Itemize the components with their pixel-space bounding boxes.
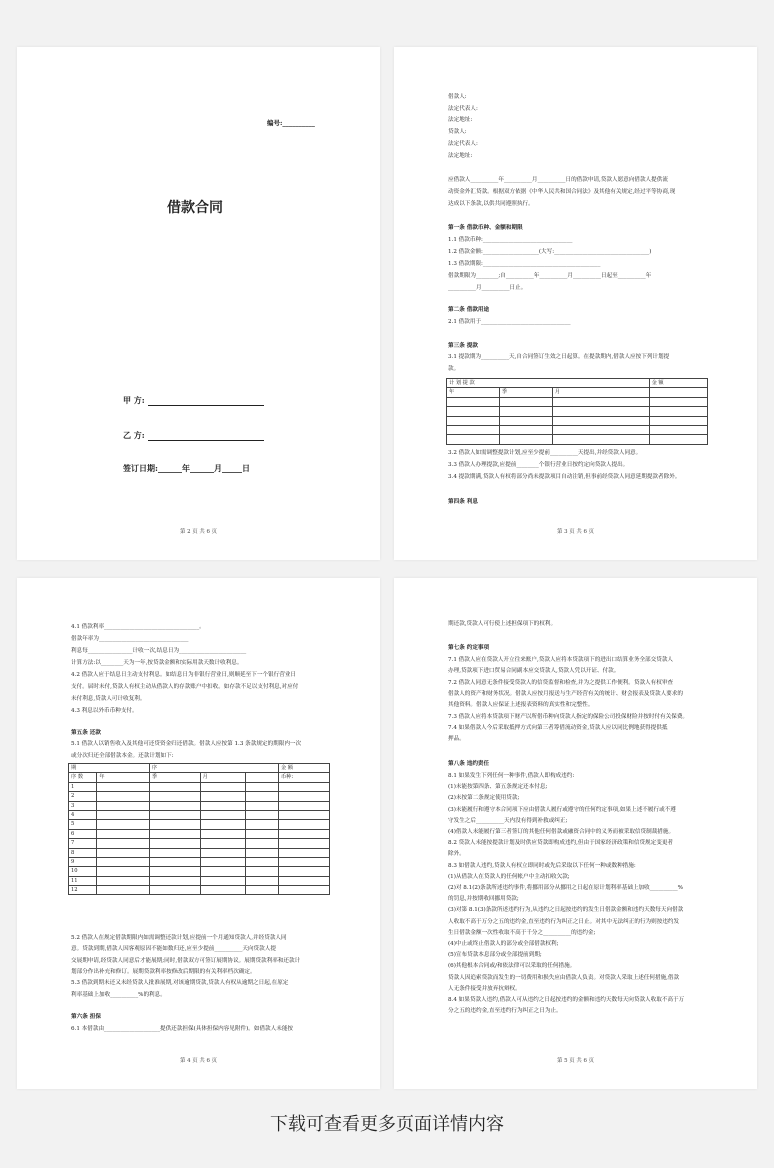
article-title: 第七条 约定事项 <box>448 645 490 651</box>
table-cell <box>499 425 552 434</box>
article-line: 借款期限为________;自__________年__________月__________日起至__________年 <box>448 273 652 279</box>
table-cell <box>97 839 150 848</box>
article-line: (6)其他根本合同或/和依法律可以采取的任何措施。 <box>448 963 576 970</box>
table-cell: 3 <box>69 801 97 810</box>
article-line: 人收取不高于万分之五的违约金,直至违约行为纠正之日止。对其中无法纠正的行为则按违约发 <box>448 918 680 925</box>
party-b-blank <box>148 440 264 441</box>
table-cell: 金 额 <box>278 764 329 773</box>
table-cell <box>246 839 279 848</box>
table-cell <box>149 782 200 791</box>
table-cell <box>278 829 329 838</box>
article-line: (3)未能履行和遵守本合同项下应由借款人履行或遵守的任何约定事项,如果上述不履行或不遵 <box>448 806 676 813</box>
table-cell <box>278 857 329 866</box>
article-line: 3.3 借款人办理提款,应提前________个银行营业日按约定向贷款人提出。 <box>448 462 629 468</box>
article-line: 交展期申请,经贷款人同意后才能展期;同时,借款双方可签订展期协议。展期贷款利率和还款计 <box>71 957 301 964</box>
table-cell <box>246 867 279 876</box>
article-title: 第一条 借款币种、金额和期限 <box>448 225 523 231</box>
table-cell <box>447 435 500 444</box>
intro-line: 应借款人__________年__________月__________日的借款申请,贷款人愿意向借款人提供流 <box>448 177 668 183</box>
party-a-blank <box>148 405 264 406</box>
table-cell: 期 <box>69 764 150 773</box>
party-b-label: 乙 方: <box>123 430 145 440</box>
party-info-line: 法定地址: <box>448 117 473 124</box>
table-cell <box>447 407 500 416</box>
table-cell <box>246 857 279 866</box>
article-line: 贷款人因追索贷款而发生的一切费用和损失应由借款人负责。对贷款人采取上述任何措施,借款 <box>448 974 680 981</box>
article-line: __________月__________日止。 <box>448 285 527 291</box>
article-line: 6.1 本借款由____________________提供还款担保(具体担保内容见附件)。如借款人未能按 <box>71 1026 294 1032</box>
table-row <box>69 867 330 876</box>
table-cell <box>552 416 649 425</box>
table-row <box>69 820 330 829</box>
table-cell <box>97 857 150 866</box>
table-cell <box>200 829 246 838</box>
contract-number: 编号:__________ <box>267 119 315 127</box>
article-line: 其他资料。借款人应保证上述报表资料的真实性和完整性。 <box>448 702 594 709</box>
table-cell <box>149 867 200 876</box>
article-title: 第四条 利息 <box>448 499 478 505</box>
table-cell: 12 <box>69 886 97 895</box>
table-cell <box>552 435 649 444</box>
article-line: 5.1 借款人以销售收入及其他可还贷资金归还借款。借款人应按第 1.3 条款规定的期限内一次 <box>71 741 302 747</box>
drawdown-plan-table <box>446 378 708 445</box>
article-line: 4.3 利息以外币币种支付。 <box>71 708 138 714</box>
table-cell <box>278 801 329 810</box>
party-info-line: 法定代表人: <box>448 140 478 147</box>
table-cell <box>246 782 279 791</box>
table-row <box>69 857 330 866</box>
table-cell <box>149 820 200 829</box>
table-cell <box>447 425 500 434</box>
party-info-line: 法定代表人: <box>448 105 478 112</box>
table-cell <box>149 829 200 838</box>
table-cell <box>149 801 200 810</box>
table-cell <box>149 848 200 857</box>
article-line: 意。贷款到期,借款人因客观原因不能如数归还,应至少提前__________天向贷款人提 <box>71 946 276 953</box>
table-cell: 2 <box>69 792 97 801</box>
article-title: 第二条 借款用途 <box>448 307 490 313</box>
table-cell: 年 <box>97 773 150 782</box>
page-footer: 第 3 页 共 6 页 <box>557 529 594 535</box>
table-row <box>447 379 708 388</box>
article-line: 借款年率为________________________________ <box>71 636 189 642</box>
table-cell: 1 <box>69 782 97 791</box>
table-cell <box>278 839 329 848</box>
article-line: 计算方法:以________天为一年,按贷款金额和实际用款天数计收利息。 <box>71 660 243 666</box>
table-row <box>69 829 330 838</box>
article-line: (2)未按第二条规定使用贷款; <box>448 795 520 802</box>
article-line: 7.4 如果借款人今后采取抵押方式向第三者筹借流动资金,贷款人应以同比例地获得提供抵 <box>448 724 668 731</box>
table-row <box>447 416 708 425</box>
document-page-cover <box>17 47 380 560</box>
table-cell <box>552 407 649 416</box>
article-line: (4)借款人未能履行第三者签订的其他任何借款或融资合同中的义务而被采取信贷制裁措施。 <box>448 829 675 835</box>
table-cell <box>149 792 200 801</box>
table-cell <box>200 839 246 848</box>
article-line: 划部分作出补充和修订。展期贷款利率按修改后期限的有关利率档次确定。 <box>71 968 256 975</box>
intro-line: 动资金外汇贷款。根据双方依据《中华人民共和国合同法》及其他有关规定,经过平等协商,现 <box>448 189 676 195</box>
table-cell: 年 <box>447 388 500 397</box>
table-cell <box>200 810 246 819</box>
table-cell <box>200 792 246 801</box>
table-cell <box>246 773 279 782</box>
table-row <box>69 792 330 801</box>
table-cell <box>499 397 552 406</box>
article-title: 第三条 提款 <box>448 343 478 349</box>
table-cell <box>499 407 552 416</box>
article-line: 4.1 借款利率__________________________________。 <box>71 624 205 630</box>
table-cell <box>447 397 500 406</box>
table-cell <box>149 810 200 819</box>
table-cell <box>246 829 279 838</box>
table-cell <box>149 876 200 885</box>
article-line: 3.1 提款期为__________天,自合同签订生效之日起算。在提款期内,借款人应按下列计划提 <box>448 354 670 360</box>
article-line: 利率基础上加收__________%的利息。 <box>71 991 166 998</box>
table-cell <box>649 388 707 397</box>
table-cell <box>649 416 707 425</box>
table-cell: 11 <box>69 876 97 885</box>
article-line: 7.2 借款人同意无条件接受贷款人的信贷监督和检查,并为之提供工作便利。贷款人有权审查 <box>448 679 674 686</box>
table-row <box>447 425 708 434</box>
article-line: 8.3 如借款人违约,贷款人有权立即同时或先后采取以下任何一种或数种措施: <box>448 862 636 869</box>
article-line: 支付。届时未付,贷款人有权主动从借款人的存款账户中扣收。如存款不足以支付利息,对应付 <box>71 684 299 690</box>
table-cell <box>97 820 150 829</box>
party-info-line: 法定地址: <box>448 152 473 159</box>
table-cell <box>246 886 279 895</box>
article-line: 款。 <box>448 366 460 372</box>
repayment-plan-table <box>68 763 330 895</box>
table-cell <box>447 416 500 425</box>
table-cell <box>97 876 150 885</box>
table-cell <box>97 886 150 895</box>
table-cell <box>278 886 329 895</box>
article-line: 或分次归还全部借款本金。还款计划如下: <box>71 753 174 759</box>
table-cell: 月 <box>552 388 649 397</box>
table-row <box>447 388 708 397</box>
table-cell <box>278 810 329 819</box>
table-cell: 季 <box>499 388 552 397</box>
table-cell <box>278 848 329 857</box>
table-cell <box>97 792 150 801</box>
article-line: 办理,贷款项下进口贸易合同副本应交贷款人,贷款人凭以开证、付款。 <box>448 668 620 675</box>
table-cell <box>200 848 246 857</box>
table-cell: 季 <box>149 773 200 782</box>
article-line: 3.2 借款人如需调整提款计划,应至少提前__________天提出,并经贷款人同意。 <box>448 450 642 456</box>
table-row <box>447 397 708 406</box>
article-line: (4)中止或终止借款人的部分或全部借款权利; <box>448 941 559 947</box>
article-line: 8.2 贷款人未能按提款计划及时供应贷款即构成违约,但由于国家经济政策和信贷规定变更者 <box>448 840 674 847</box>
table-cell <box>278 867 329 876</box>
party-info-line: 借款人: <box>448 94 467 100</box>
table-cell <box>200 801 246 810</box>
table-cell <box>649 435 707 444</box>
table-cell <box>499 435 552 444</box>
table-cell: 4 <box>69 810 97 819</box>
table-cell: 6 <box>69 829 97 838</box>
article-line: 1.3 借款期限:__________________________________________ <box>448 261 601 267</box>
table-cell <box>149 839 200 848</box>
party-a-row <box>123 395 264 406</box>
document-page-4 <box>17 578 380 1089</box>
table-cell <box>278 876 329 885</box>
table-cell <box>649 397 707 406</box>
article-title: 第六条 担保 <box>71 1014 101 1020</box>
table-row <box>69 848 330 857</box>
article-line: 8.1 如果发生下列任何一种事件,借款人即构成违约: <box>448 773 575 779</box>
download-caption: 下载可查看更多页面详情内容 <box>270 1114 504 1135</box>
article-line: 生日借款金额一次性收取不高于千分之__________的违约金; <box>448 929 596 936</box>
table-cell <box>97 867 150 876</box>
document-page-3 <box>394 47 757 560</box>
table-cell <box>200 867 246 876</box>
article-line: 借款人的资产和财务状况。借款人应按月报送与生产经营有关的统计、财会报表及贷款人要求的 <box>448 690 683 697</box>
party-info-line: 贷款人: <box>448 129 467 136</box>
article-line: 未付利息,贷款人可计收复利。 <box>71 696 146 702</box>
table-cell <box>649 407 707 416</box>
table-cell <box>246 810 279 819</box>
table-cell <box>200 857 246 866</box>
article-line: 5.2 借款人在规定借款期限内如需调整还款计划,应提前一个月通知贷款人,并经贷款人同 <box>71 935 287 941</box>
table-cell: 7 <box>69 839 97 848</box>
table-cell <box>97 829 150 838</box>
article-line: 8.4 如果贷款人违约,借款人可从违约之日起按违约的金额和违约天数每天向贷款人收取不高于万 <box>448 997 685 1003</box>
table-cell <box>97 801 150 810</box>
article-line: 5.3 借款到期未还又未经贷款人批准展期,对该逾期贷款,贷款人有权从逾期之日起,在原定 <box>71 980 289 987</box>
table-row <box>69 764 330 773</box>
table-cell <box>97 848 150 857</box>
table-cell <box>200 782 246 791</box>
article-line: 期还款,贷款人可行使上述担保项下的权利。 <box>448 621 557 627</box>
table-cell <box>278 792 329 801</box>
article-title: 第八条 违约责任 <box>448 761 490 767</box>
page-footer: 第 2 页 共 6 页 <box>180 529 217 535</box>
article-line: (3)对第 8.1(3)条款所述违约行为,从违约之日起按违约的发生日借款金额和违约天数每天向借款 <box>448 907 684 914</box>
table-cell <box>246 801 279 810</box>
table-cell <box>649 425 707 434</box>
table-cell <box>97 810 150 819</box>
table-cell: 9 <box>69 857 97 866</box>
article-title: 第五条 还款 <box>71 730 101 736</box>
article-line: 守发生之后__________天内没有得到补救或纠正; <box>448 817 568 824</box>
article-line: 1.2 借款金额:____________________(大写:__________________________________) <box>448 249 652 255</box>
table-cell <box>278 782 329 791</box>
table-cell <box>246 792 279 801</box>
party-b-row <box>123 430 264 441</box>
page-footer: 第 4 页 共 6 页 <box>180 1058 217 1064</box>
table-cell <box>149 886 200 895</box>
article-line: 7.3 借款人应将本贷款项下财产以所借币种向贷款人指定的保险公司投保财险并按时付有关保费。 <box>448 713 689 720</box>
document-page-5 <box>394 578 757 1089</box>
article-line: 的罚息,并按期收回挪用贷款; <box>448 896 519 903</box>
table-row <box>69 810 330 819</box>
table-cell: 计 划 提 款 <box>447 379 650 388</box>
table-cell <box>246 820 279 829</box>
article-line: 分之五的违约金,直至违约行为纠正之日为止。 <box>448 1008 562 1015</box>
intro-line: 达成以下条款,以供共同遵照执行。 <box>448 201 534 207</box>
table-cell <box>200 876 246 885</box>
table-row <box>69 839 330 848</box>
article-line: 1.1 借款币种:________________________________ <box>448 237 573 243</box>
table-cell: 币种: <box>278 773 329 782</box>
table-cell <box>149 857 200 866</box>
table-cell: 序 数 <box>69 773 97 782</box>
sign-date: 签订日期:______年______月_____日 <box>123 463 250 473</box>
article-line: (2)对 8.1(2)条款所述违约事件,将挪用部分从挪用之日起在原计划利率基础上加收__________% <box>448 885 683 891</box>
article-line: 人无条件接受并放弃抗辩权。 <box>448 985 521 992</box>
table-cell: 金 额 <box>649 379 707 388</box>
table-row <box>447 435 708 444</box>
table-row <box>69 782 330 791</box>
table-cell: 10 <box>69 867 97 876</box>
article-line: 2.1 借款用于________________________________ <box>448 319 571 325</box>
table-cell <box>499 416 552 425</box>
article-line: 4.2 借款人应于结息日主动支付利息。如结息日为非银行营业日,则顺延至下一个银行营业日 <box>71 672 297 678</box>
table-row <box>69 773 330 782</box>
table-row <box>447 407 708 416</box>
article-line: 押品。 <box>448 736 465 743</box>
table-cell <box>97 782 150 791</box>
table-cell <box>200 820 246 829</box>
article-line: (1)未能按第四条、第五条规定还本付息; <box>448 784 548 791</box>
party-a-label: 甲 方: <box>123 395 145 405</box>
page-title: 借款合同 <box>167 200 223 216</box>
table-cell <box>246 848 279 857</box>
table-cell <box>278 820 329 829</box>
table-cell: 8 <box>69 848 97 857</box>
table-cell <box>552 425 649 434</box>
table-row <box>69 876 330 885</box>
article-line: (5)宣布贷款本息部分或全部提前到期; <box>448 952 542 959</box>
table-cell <box>200 886 246 895</box>
table-row <box>69 801 330 810</box>
article-line: 除外。 <box>448 851 465 858</box>
article-line: 3.4 提款期满,贷款人有权将部分尚未提款项目自动注销,但事前经贷款人同意延期提款者除外。 <box>448 474 681 480</box>
article-line: 7.1 借款人应在贷款人开立往来账户,贷款人应将本贷款项下的进出口结算业务全部交贷款人 <box>448 657 674 663</box>
table-cell: 5 <box>69 820 97 829</box>
article-line: (1)从借款人在贷款人的任何帐户中主动扣收欠款; <box>448 873 570 880</box>
table-cell <box>246 876 279 885</box>
page-footer: 第 5 页 共 6 页 <box>557 1058 594 1064</box>
table-cell: 月 <box>200 773 246 782</box>
table-row <box>69 886 330 895</box>
table-cell: 序 <box>149 764 278 773</box>
article-line: 利息每________________计收一次,结息日为________________________ <box>71 648 247 654</box>
table-cell <box>552 397 649 406</box>
